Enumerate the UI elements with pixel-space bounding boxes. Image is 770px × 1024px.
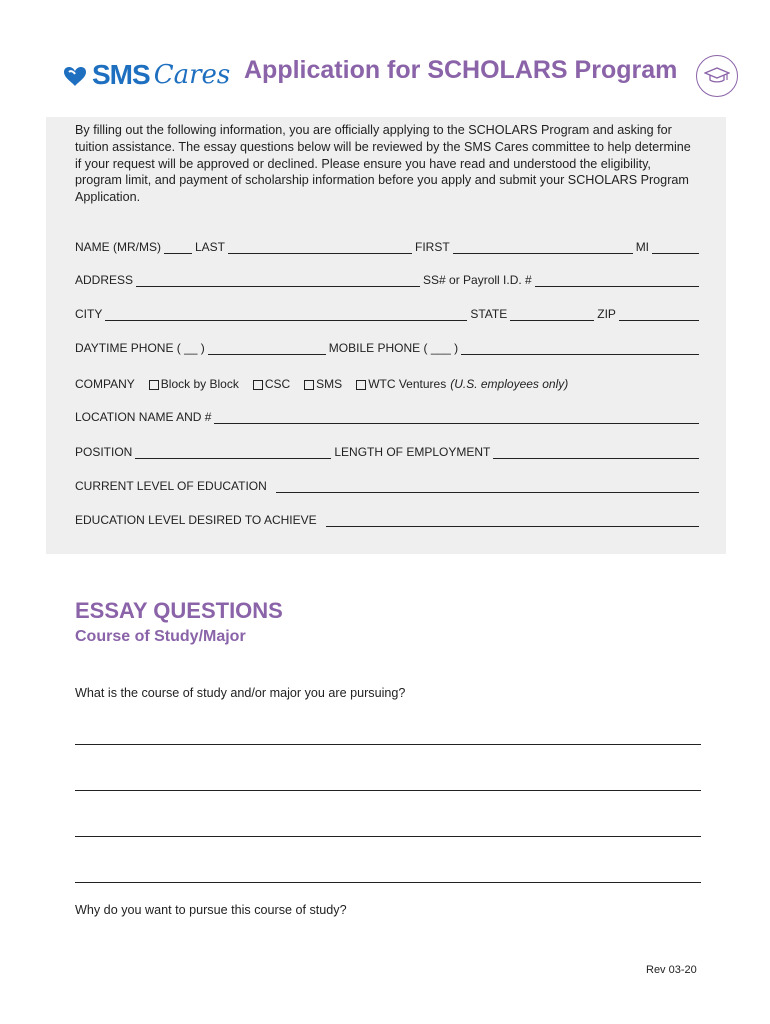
current-education-row xyxy=(75,477,699,493)
zip-field[interactable] xyxy=(619,309,699,321)
answer-line-2[interactable] xyxy=(75,790,701,791)
city-label: CITY xyxy=(75,307,103,321)
logo-sms-text: SMS xyxy=(92,59,150,90)
last-label: LAST xyxy=(195,240,226,254)
current-education-label: CURRENT LEVEL OF EDUCATION xyxy=(75,479,267,493)
answer-line-4[interactable] xyxy=(75,882,701,883)
wtc-ventures-checkbox[interactable] xyxy=(356,380,366,390)
position-field[interactable] xyxy=(135,447,331,459)
first-label: FIRST xyxy=(415,240,450,254)
desired-education-label: EDUCATION LEVEL DESIRED TO ACHIEVE xyxy=(75,513,317,527)
company-option-wtc-ventures[interactable] xyxy=(356,377,568,391)
length-of-employment-label: LENGTH OF EMPLOYMENT xyxy=(334,445,491,459)
wtc-ventures-label: WTC Ventures xyxy=(368,377,447,391)
logo-cares-text: Cares xyxy=(153,60,231,90)
middle-initial-field[interactable] xyxy=(652,242,699,254)
city-row xyxy=(75,305,699,321)
csc-checkbox[interactable] xyxy=(253,380,263,390)
state-label: STATE xyxy=(470,307,508,321)
company-option-csc[interactable] xyxy=(253,377,290,391)
phone-row xyxy=(75,339,699,355)
name-row xyxy=(75,238,699,254)
position-row xyxy=(75,443,699,459)
daytime-phone-label: DAYTIME PHONE ( __ ) xyxy=(75,341,205,355)
address-label: ADDRESS xyxy=(75,273,134,287)
page-title: Application for SCHOLARS Program xyxy=(244,56,678,84)
revision-label: Rev 03-20 xyxy=(646,964,697,976)
ss-payroll-field[interactable] xyxy=(535,275,699,287)
answer-line-3[interactable] xyxy=(75,836,701,837)
position-label: POSITION xyxy=(75,445,133,459)
company-row xyxy=(75,375,699,391)
address-row xyxy=(75,271,699,287)
last-name-field[interactable] xyxy=(228,242,412,254)
company-option-sms[interactable] xyxy=(304,377,342,391)
city-field[interactable] xyxy=(105,309,467,321)
sms-checkbox[interactable] xyxy=(304,380,314,390)
csc-label: CSC xyxy=(264,377,291,391)
first-name-field[interactable] xyxy=(453,242,633,254)
graduation-cap-badge xyxy=(696,55,738,97)
sms-label: SMS xyxy=(316,377,343,391)
block-by-block-checkbox[interactable] xyxy=(149,380,159,390)
location-label: LOCATION NAME AND # xyxy=(75,410,212,424)
intro-paragraph: By filling out the following information, you are officially applying to the SCHOLARS Program and asking for tuition assistance. The essay questions below will be reviewed by the SMS Cares committee to help determine if your request will be approved or declined. Please ensure you have read and understood the eligibility, program limit, and payment of scholarship information before you apply and submit your SCHOLARS Program Application. xyxy=(75,123,691,205)
desired-education-field[interactable] xyxy=(326,515,699,527)
length-of-employment-field[interactable] xyxy=(493,447,699,459)
us-employees-note: (U.S. employees only) xyxy=(450,377,569,391)
mobile-phone-label: MOBILE PHONE ( ___ ) xyxy=(328,341,459,355)
question-course-of-study: What is the course of study and/or major you are pursuing? xyxy=(75,686,406,700)
question-why-pursue: Why do you want to pursue this course of study? xyxy=(75,903,347,917)
essay-questions-heading: ESSAY QUESTIONS xyxy=(75,598,283,623)
sms-cares-logo xyxy=(60,58,230,92)
company-option-block-by-block[interactable] xyxy=(149,377,239,391)
company-label: COMPANY xyxy=(75,377,135,391)
mobile-phone-field[interactable] xyxy=(461,343,699,355)
desired-education-row xyxy=(75,511,699,527)
ss-label: SS# or Payroll I.D. # xyxy=(423,273,532,287)
answer-line-1[interactable] xyxy=(75,744,701,745)
current-education-field[interactable] xyxy=(276,481,699,493)
course-of-study-subheading: Course of Study/Major xyxy=(75,628,246,645)
name-label: NAME (MR/MS) xyxy=(75,240,161,254)
daytime-phone-field[interactable] xyxy=(208,343,326,355)
mi-label: MI xyxy=(635,240,650,254)
zip-label: ZIP xyxy=(597,307,616,321)
location-row xyxy=(75,408,699,424)
state-field[interactable] xyxy=(510,309,594,321)
block-by-block-label: Block by Block xyxy=(160,377,239,391)
title-field[interactable] xyxy=(164,242,192,254)
address-field[interactable] xyxy=(136,275,420,287)
graduation-cap-icon xyxy=(704,66,730,86)
heart-hands-icon xyxy=(60,60,90,90)
location-field[interactable] xyxy=(214,412,699,424)
